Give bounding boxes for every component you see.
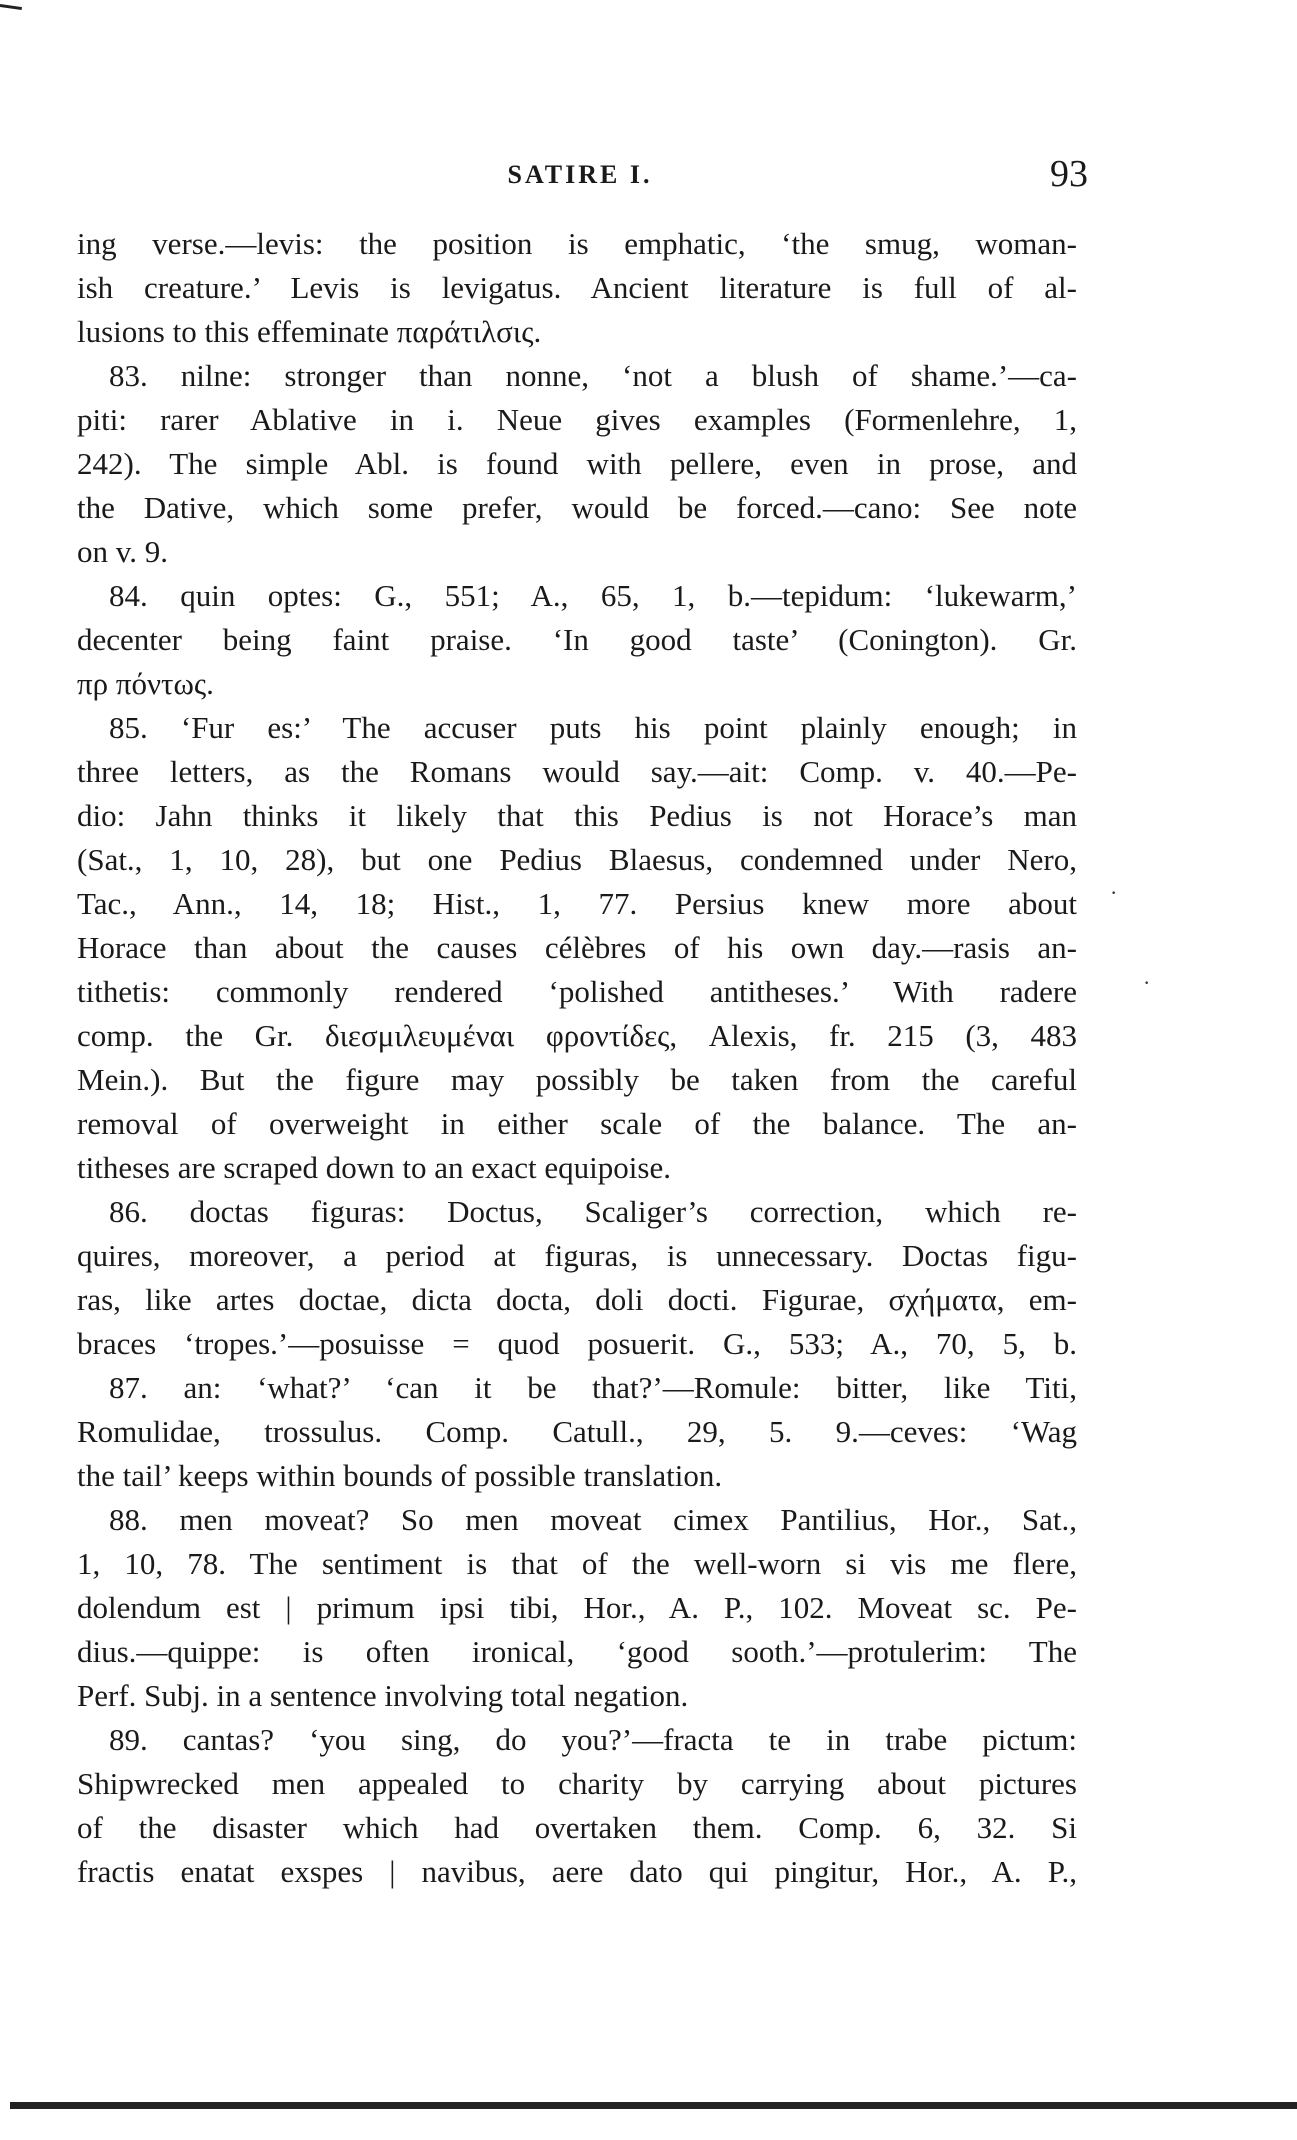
text-line: 83. nilne: stronger than nonne, ‘not a blush of shame.’—ca-	[109, 358, 1077, 393]
text-line: πρ πόντως.	[77, 666, 214, 701]
text-line: comp. the Gr. διεσμιλευμέναι φροντίδες, Alexis, fr. 215 (3, 483	[77, 1018, 1077, 1053]
text-line: braces ‘tropes.’—posuisse = quod posuerit. G., 533; A., 70, 5, b.	[77, 1326, 1077, 1361]
text-line: removal of overweight in either scale of the balance. The an-	[77, 1106, 1077, 1141]
text-line: decenter being faint praise. ‘In good taste’ (Conington). Gr.	[77, 622, 1077, 657]
bottom-rule	[10, 2102, 1297, 2109]
text-line: lusions to this effeminate παράτιλσις.	[77, 314, 542, 349]
text-line: piti: rarer Ablative in i. Neue gives examples (Formenlehre, 1,	[77, 402, 1077, 437]
text-line: three letters, as the Romans would say.—ait: Comp. v. 40.—Pe-	[77, 754, 1077, 789]
commentary-text	[77, 222, 1077, 1894]
corner-mark	[0, 4, 22, 10]
running-head	[80, 152, 1088, 195]
text-line: dolendum est | primum ipsi tibi, Hor., A. P., 102. Moveat sc. Pe-	[77, 1590, 1077, 1625]
text-line: 86. doctas figuras: Doctus, Scaliger’s correction, which re-	[109, 1194, 1077, 1229]
text-line: 85. ‘Fur es:’ The accuser puts his point plainly enough; in	[109, 710, 1077, 745]
text-line: 88. men moveat? So men moveat cimex Pantilius, Hor., Sat.,	[109, 1502, 1077, 1537]
text-line: ing verse.—levis: the position is emphatic, ‘the smug, woman-	[77, 226, 1077, 261]
text-line: quires, moreover, a period at figuras, is unnecessary. Doctas figu-	[77, 1238, 1077, 1273]
text-line: (Sat., 1, 10, 28), but one Pedius Blaesus, condemned under Nero,	[77, 842, 1077, 877]
text-line: on v. 9.	[77, 534, 168, 569]
text-line: 89. cantas? ‘you sing, do you?’—fracta te in trabe pictum:	[109, 1722, 1077, 1757]
text-line: Horace than about the causes célèbres of his own day.—rasis an-	[77, 930, 1077, 965]
text-line: the tail’ keeps within bounds of possible translation.	[77, 1458, 723, 1493]
running-title: SATIRE I.	[507, 160, 653, 189]
text-line: titheses are scraped down to an exact equipoise.	[77, 1150, 671, 1185]
page-number: 93	[1050, 153, 1088, 195]
text-line: 87. an: ‘what?’ ‘can it be that?’—Romule: bitter, like Titi,	[109, 1370, 1077, 1405]
text-line: 1, 10, 78. The sentiment is that of the well-worn si vis me flere,	[77, 1546, 1077, 1581]
text-line: 242). The simple Abl. is found with pellere, even in prose, and	[77, 446, 1077, 481]
text-line: the Dative, which some prefer, would be forced.—cano: See note	[77, 490, 1077, 525]
text-line: ish creature.’ Levis is levigatus. Ancient literature is full of al-	[77, 270, 1077, 305]
stray-mark: ·	[1143, 970, 1151, 995]
text-line: of the disaster which had overtaken them. Comp. 6, 32. Si	[77, 1810, 1077, 1845]
text-line: Perf. Subj. in a sentence involving total negation.	[77, 1678, 689, 1713]
text-line: dius.—quippe: is often ironical, ‘good sooth.’—protulerim: The	[77, 1634, 1077, 1669]
text-line: Tac., Ann., 14, 18; Hist., 1, 77. Persius knew more about	[77, 886, 1077, 921]
stray-mark: ·	[1110, 880, 1118, 905]
text-line: tithetis: commonly rendered ‘polished antitheses.’ With radere	[77, 974, 1077, 1009]
text-line: ras, like artes doctae, dicta docta, doli docti. Figurae, σχήματα, em-	[77, 1282, 1077, 1317]
text-line: Romulidae, trossulus. Comp. Catull., 29, 5. 9.—ceves: ‘Wag	[77, 1414, 1077, 1449]
text-line: dio: Jahn thinks it likely that this Pedius is not Horace’s man	[77, 798, 1077, 833]
text-line: 84. quin optes: G., 551; A., 65, 1, b.—tepidum: ‘lukewarm,’	[109, 578, 1077, 613]
text-line: Mein.). But the figure may possibly be taken from the careful	[77, 1062, 1077, 1097]
text-line: fractis enatat exspes | navibus, aere dato qui pingitur, Hor., A. P.,	[77, 1854, 1077, 1889]
text-line: Shipwrecked men appealed to charity by carrying about pictures	[77, 1766, 1077, 1801]
